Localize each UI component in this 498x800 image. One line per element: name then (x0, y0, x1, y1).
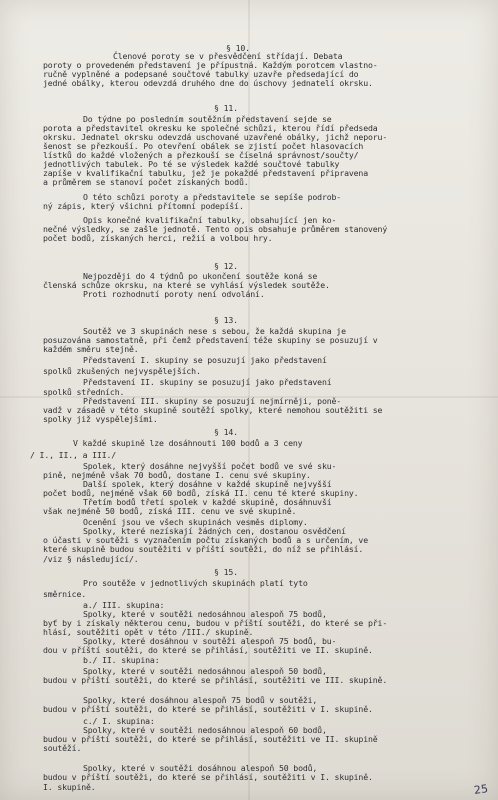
text-line: každém směru stejně. (43, 344, 139, 354)
section-heading: § 15. (214, 567, 238, 577)
text-line: Proti rozhodnutí poroty není odvolání. (83, 289, 265, 299)
text-line: Třetím bodů třetí spolek v každé skupině, dosáhnuvší (83, 497, 332, 507)
text-line: Členové poroty se v přesvědčení střídají. Debata (113, 51, 343, 61)
text-line: lístků do každé vložených a přezkouší se číselná správnost/součty/ (43, 150, 359, 160)
text-line: Nejpozději do 4 týdnů po ukončení soutěže koná se (83, 271, 318, 281)
section-heading: § 10. (226, 43, 250, 53)
text-line: budou v příští soutěži, do které se přihlásí, soutěžiti v I. skupině. (43, 704, 373, 714)
text-line: I. skupině. (43, 782, 96, 792)
text-line: budou v příští soutěži, do které se přihlásí, soutěžiti ve II. skupině (43, 734, 378, 744)
text-line: Spolky, které v soutěži dosáhnou alespoň 50 bodů, (83, 763, 318, 773)
text-line: Spolky, které v soutěži nedosáhnou alespoň 60 bodů, (83, 725, 327, 735)
section-heading: § 12. (214, 261, 238, 271)
text-line: c./ I. skupina: (83, 716, 155, 726)
text-line: Opis konečné kvalifikační tabulky, obsahující jen ko- (83, 215, 337, 225)
text-line: soutěží. (43, 743, 82, 753)
text-line: Spolky, které dosáhnou alespoň 75 bodů v soutěži, (83, 695, 318, 705)
text-line: b./ II. skupina: (83, 655, 160, 665)
text-line: porota a představitel okresku ke společné schůzi, kterou řídí předseda (43, 123, 378, 133)
text-line: V každé skupině lze dosáhnouti 100 bodů a 3 ceny (73, 438, 303, 448)
text-line: ručně vyplněné a podepsané součtové tabulky uzavře předsedající do (43, 69, 359, 79)
text-line: budou v příští soutěži, do které se přihlásí, soutěžiti ve III. skupině. (43, 675, 388, 685)
text-line: Ocenění jsou ve všech skupinách vesměs diplomy. (83, 517, 308, 527)
text-line: pině, nejméně však 70 bodů, dostane I. cenu své skupiny. (43, 470, 311, 480)
text-line: Představení I. skupiny se posuzují jako představení (83, 355, 327, 365)
text-line: O této schůzi poroty a představitele se sepíše podrob- (83, 192, 342, 202)
text-line: a průměrem se stanoví počet získaných bodů. (43, 177, 249, 187)
text-line: vadž v zásadě v této skupině soutěží spolky, které nemohou soutěžiti se (43, 405, 383, 415)
text-line: zapíše v kvalifikační tabulku, jež je pokaždé představení připravena (43, 168, 368, 178)
text-line: jednotlivých tabulek. Po té se výsledek každé součtové tabulky (43, 159, 340, 169)
text-line: šenost se přezkouší. Po otevření obálek se zjistí počet hlasovacích (43, 141, 364, 151)
text-line: Spolek, který dosáhne nejvyšší počet bodů ve své sku- (83, 461, 337, 471)
text-line: o účasti v soutěži s vyznačením počtu získaných bodů a s určením, ve (43, 535, 368, 545)
text-line: byť by i získaly některou cenu, budou v příští soutěži, do které se při- (43, 618, 388, 628)
text-line: posuzována samostatně, při čemž představení téže skupiny se posuzují v (43, 335, 378, 345)
text-line: spolků středních. (43, 387, 125, 397)
text-line: spolky již vyspělejšími. (43, 414, 158, 424)
text-line: dou v příští soutěži, do které se přihlásí, soutěžiti ve II. skupině. (43, 645, 373, 655)
text-line: Spolky, které v soutěži nedosáhnou alespoň 50 bodů, (83, 666, 327, 676)
text-line: Do týdne po posledním soutěžním představení sejde se (83, 114, 332, 124)
text-line: / I., II., a III./ (30, 450, 117, 460)
text-line: Spolky, které v soutěži nedosáhnou alespoň 75 bodů, (83, 609, 327, 619)
text-line: Představení III. skupiny se posuzují nejmírněji, poně- (83, 396, 342, 406)
text-line: směrnice. (43, 589, 87, 599)
text-line: Pro soutěže v jednotlivých skupinách platí tyto (83, 578, 308, 588)
text-line: Soutěž ve 3 skupinách nese s sebou, že každá skupina je (83, 326, 346, 336)
page-number: 25 (473, 782, 489, 797)
text-line: a./ III. skupina: (83, 600, 165, 610)
text-line: počet bodů, získaných herci, režií a volbou hry. (43, 233, 273, 243)
text-line: členská schůze okrsku, na které se vyhlásí výsledek soutěže. (43, 280, 330, 290)
text-line: počet bodů, nejméně však 60 bodů, získá II. cenu té které skupiny. (43, 488, 359, 498)
text-line: Spolky, které nezískají žádných cen, dostanou osvědčení (83, 526, 346, 536)
section-heading: § 11. (214, 103, 238, 113)
section-heading: § 13. (214, 315, 238, 325)
text-line: však nejméně 50 bodů, získá III. cenu ve své skupině. (43, 506, 297, 516)
text-line: ný zápis, který všichni přítomní podepíší. (43, 201, 244, 211)
section-heading: § 14. (214, 427, 238, 437)
text-line: Spolky, které dosáhnou v soutěži alespoň 75 bodů, bu- (83, 636, 337, 646)
text-line: nečné výsledky, se zašle jednotě. Tento opis obsahuje průměrem stanovený (43, 224, 388, 234)
text-line: spolků zkušených nejvyspělejších. (43, 366, 201, 376)
text-line: Další spolek, který dosáhne v každé skupině nejvyšší (83, 479, 332, 489)
text-line: budou v příští soutěži, do které se přihlásí, soutěžiti v I. skupině. (43, 772, 373, 782)
text-line: poroty o provedeném představení je přípustná. Každým porotcem vlastno- (43, 60, 378, 70)
text-line: hlásí, soutěžiti opět v této /III./ skupině. (43, 627, 254, 637)
text-line: jedné obálky, kterou odevzdá druhého dne do úschovy jednatelí okrsku. (43, 78, 373, 88)
text-line: které skupině budou soutěžiti v příští soutěži, do níž se přihlásí. (43, 544, 364, 554)
text-line: okrsku. Jednatel okrsku odevzdá uschované uzavřené obálky, jichž neporu- (43, 132, 388, 142)
text-line: /viz § následující/. (43, 554, 139, 564)
text-line: Představení II. skupiny se posuzují jako představení (83, 377, 332, 387)
